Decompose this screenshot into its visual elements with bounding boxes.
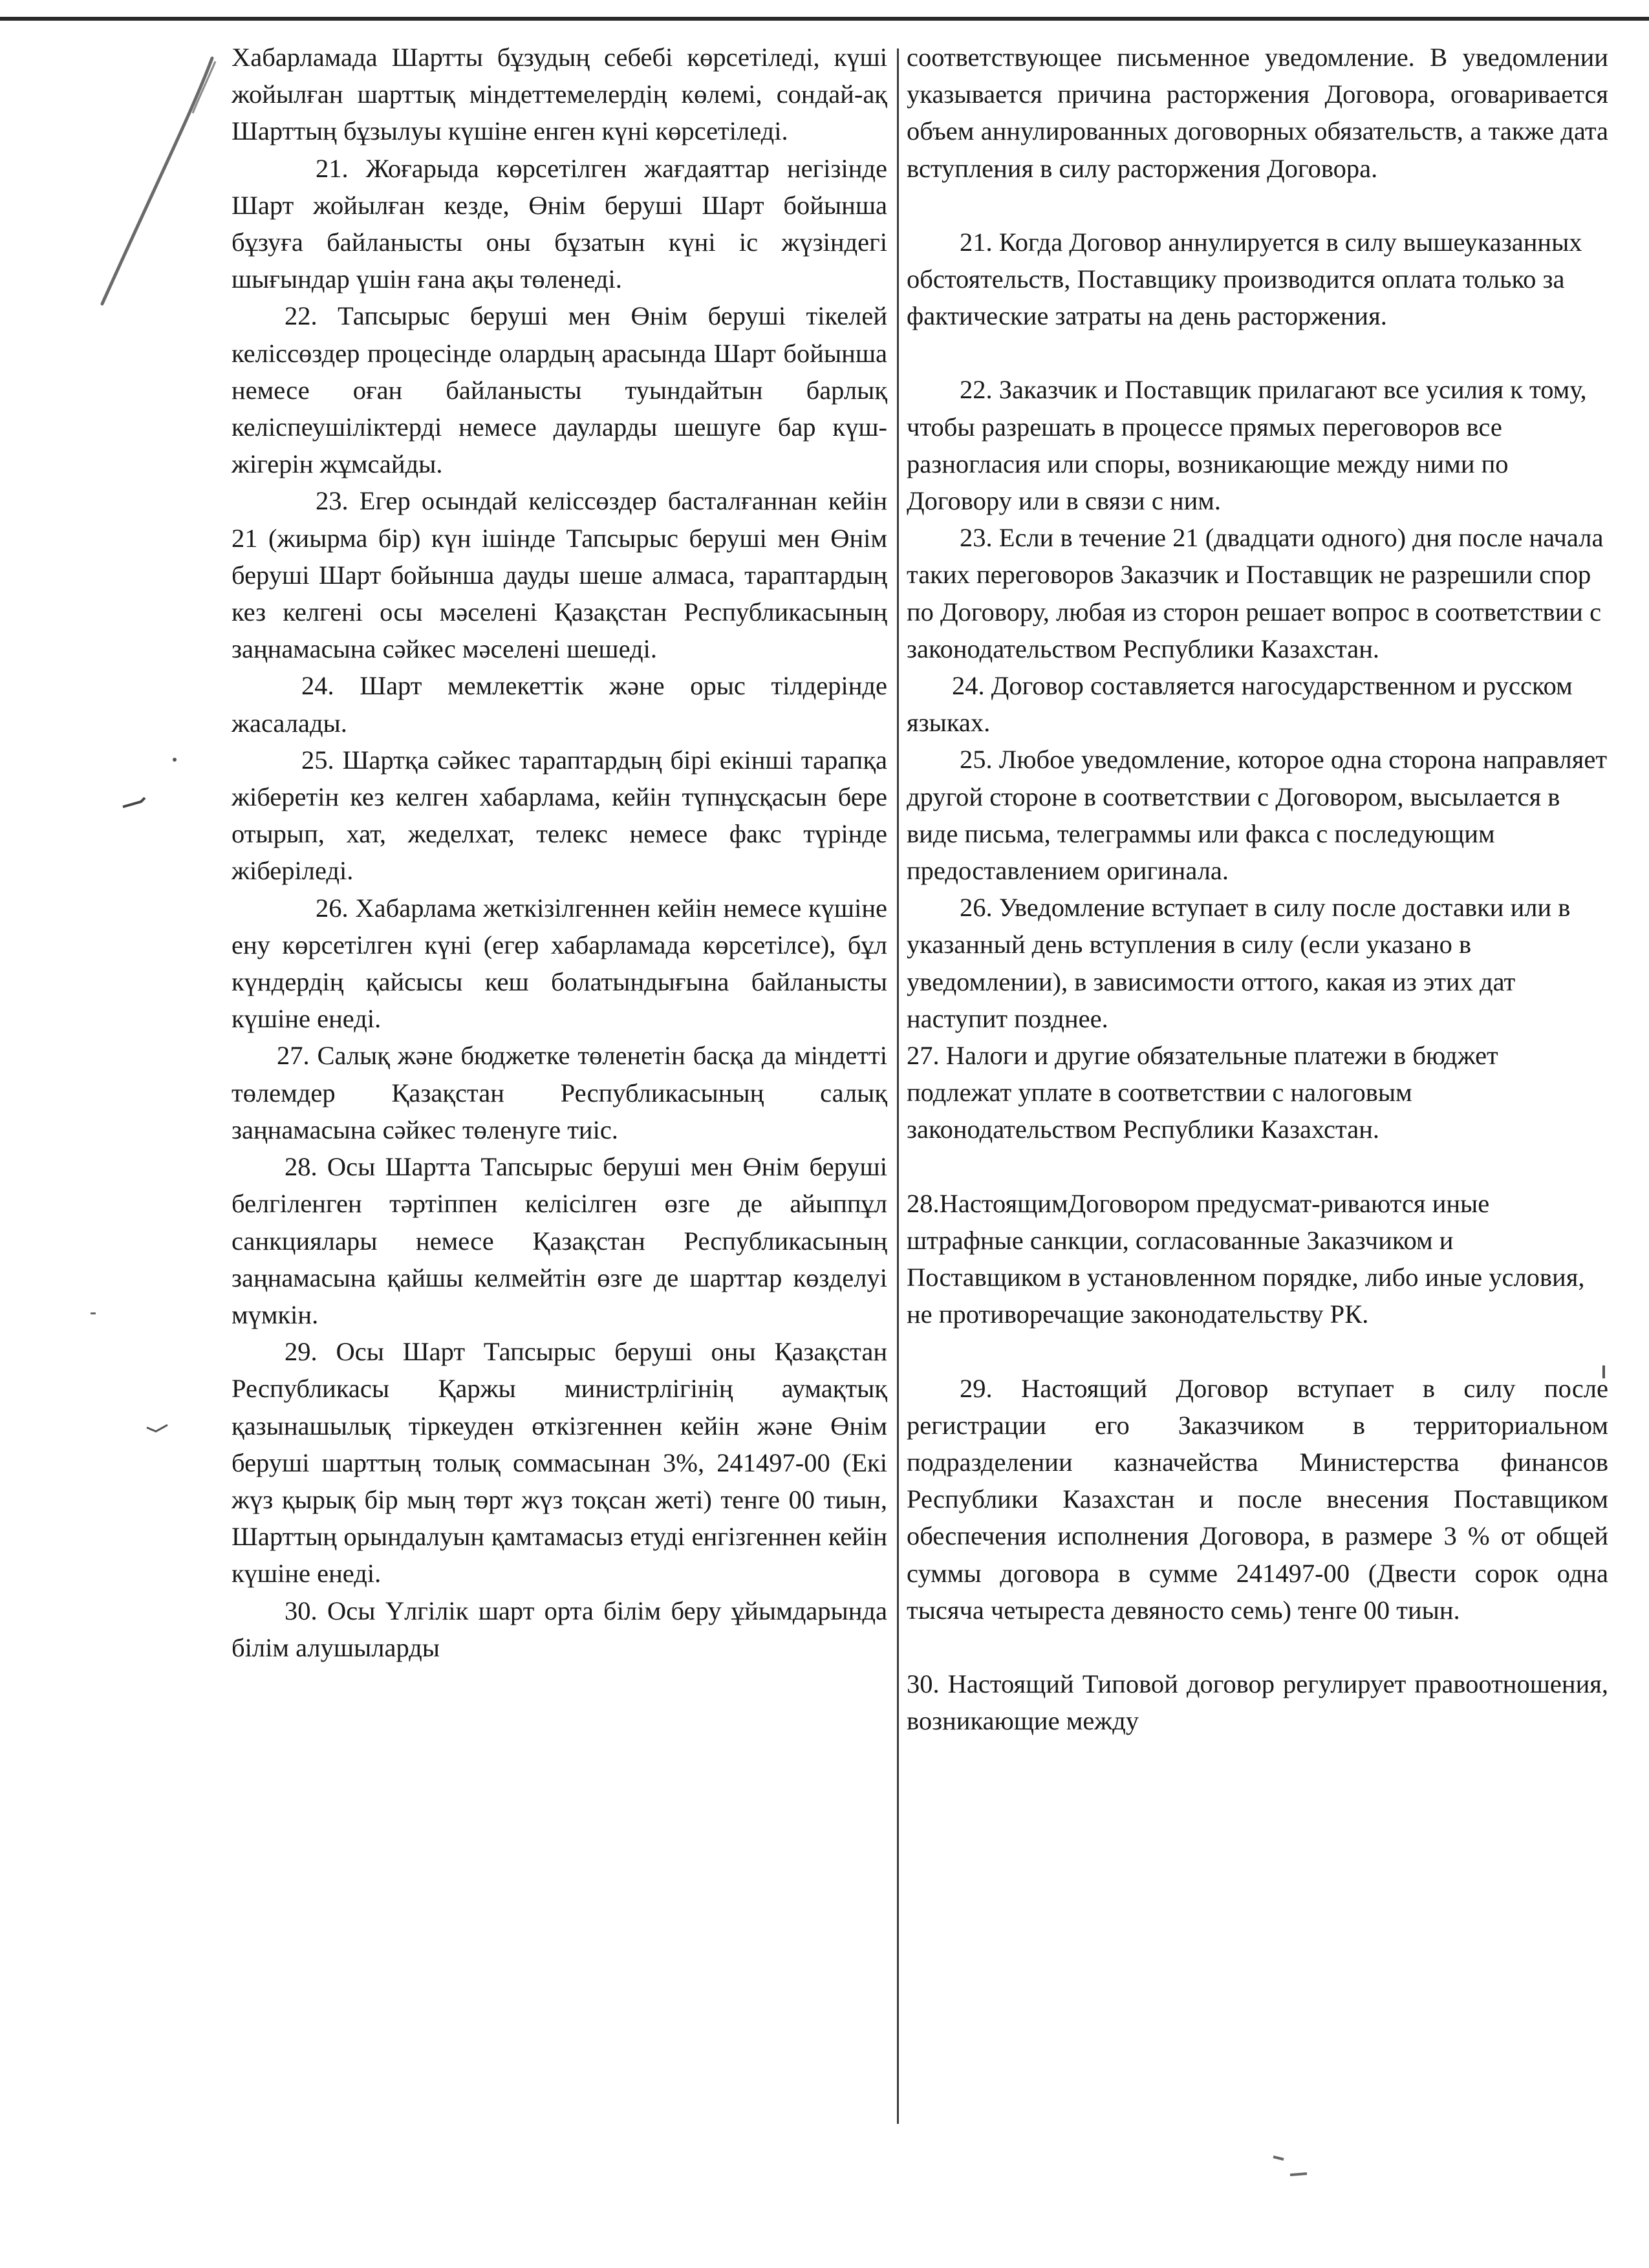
paragraph-30-ru: 30. Настоящий Типовой договор регулирует правоотношения, возникающие между: [907, 1669, 1608, 1736]
paragraph-22-kz: 22. Тапсырыс беруші мен Өнім беруші тікелей келіссөздер процесінде олардың арасында Шарт бойынша немесе оған байланысты туындайтын барлық келіспеушіліктерді немесе дауларды шешуге бар күш-жігерін жұмсайды.: [232, 301, 887, 479]
scan-speck: [91, 1312, 97, 1316]
paragraph-21-ru: 21. Когда Договор аннулируется в силу вышеуказанных обстоятельств, Поставщику производится оплата только за фактические затраты на день расторжения.: [907, 227, 1582, 331]
paragraph-27-ru: 27. Налоги и другие обязательные платежи в бюджет подлежат уплате в соответствии с налоговым законодательством Республики Казахстан.: [907, 1041, 1498, 1144]
paragraph-28-ru: 28.НастоящимДоговором предусмат-риваются иные штрафные санкции, согласованные Заказчиком и Поставщиком в установленном порядке, либо иные условия, не противоречащие законодательству РК.: [907, 1188, 1585, 1329]
paragraph-29-ru: 29. Настоящий Договор вступает в силу после регистрации его Заказчиком в территориальном подразделении казначейства Министерства финансов Республики Казахстан и после внесения Поставщиком обеспечения исполнения Договора, в размере 3 % от общей суммы договора в сумме 241497-00 (Двести сорок одна тысяча четыреста девяносто семь) тенге 00 тиын.: [907, 1373, 1608, 1625]
document-page: [225, 39, 1622, 2108]
paragraph-22-ru: 22. Заказчик и Поставщик прилагают все усилия к тому, чтобы разрешать в процессе прямых переговоров все разногласия или споры, возникающие между ними по Договору или в связи с ним.: [907, 375, 1587, 516]
paragraph-29-kz: 29. Осы Шарт Тапсырыс беруші оны Қазақстан Республикасы Қаржы министрлігінің аумақтық қазынашылық тіркеуден өткізгеннен кейін және Өнім беруші шарттың толық соммасынан 3%, 241497-00 (Екі жүз қырық бір мың төрт жүз тоқсан жеті) тенге 00 тиын, Шарттың орындалуын қамтамасыз етуді енгізгеннен кейін күшіне енеді.: [232, 1337, 887, 1589]
paragraph-28-kz: 28. Осы Шартта Тапсырыс беруші мен Өнім беруші белгіленген тәртіппен келісілген өзге де айыппұл санкциялары немесе Қазақстан Республикасының заңнамасына қайшы келмейтін өзге де шарттар көзделуі мүмкін.: [232, 1152, 887, 1329]
column-divider: [897, 48, 899, 2124]
kazakh-column: [232, 39, 887, 1666]
scan-speck: [1271, 2153, 1310, 2179]
scan-top-edge: [0, 0, 1649, 21]
paragraph-24-ru: 24. Договор составляется нагосударственном и русском языках.: [907, 671, 1573, 738]
scan-speck: [171, 756, 178, 763]
paragraph-intro-kz: Хабарламада Шартты бұзудың себебі көрсетіледі, күші жойылған шарттық міндеттемелердің көлемі, сондай-ақ Шарттың бұзылуы күшіне енген күні көрсетіледі.: [232, 43, 887, 146]
paragraph-23-ru: 23. Если в течение 21 (двадцати одного) дня после начала таких переговоров Заказчик и Поставщик не разрешили спор по Договору, любая из сторон решает вопрос в соответствии с законодательством Республики Казахстан.: [907, 523, 1604, 663]
scan-speck: [122, 797, 147, 811]
paragraph-24-kz: 24. Шарт мемлекеттік және орыс тілдерінде жасалады.: [232, 671, 887, 738]
paragraph-25-kz: 25. Шартқа сәйкес тараптардың бірі екінші тарапқа жіберетін кез келген хабарлама, кейін түпнұсқасын бере отырып, хат, жеделхат, телекс немесе факс түрінде жіберіледі.: [232, 745, 887, 886]
russian-column: [907, 39, 1608, 1739]
pencil-mark: [83, 52, 238, 310]
paragraph-30-kz: 30. Осы Үлгілік шарт орта білім беру ұйымдарында білім алушыларды: [232, 1596, 887, 1662]
paragraph-25-ru: 25. Любое уведомление, которое одна сторона направляет другой стороне в соответствии с Договором, высылается в виде письма, телеграммы или факса с последующим предоставлением оригинала.: [907, 745, 1608, 886]
paragraph-intro-ru: соответствующее письменное уведомление. В уведомлении указывается причина расторжения Договора, оговаривается объем аннулированных договорных обязательств, а также дата вступления в силу расторжения Договора.: [907, 43, 1608, 183]
paragraph-21-kz: 21. Жоғарыда көрсетілген жағдаяттар негізінде Шарт жойылған кезде, Өнім беруші Шарт бойынша бұзуға байланысты оны бұзатын күні іс жүзіндегі шығындар үшін ғана ақы төленеді.: [232, 153, 887, 294]
scan-speck: [146, 1422, 171, 1435]
paragraph-26-ru: 26. Уведомление вступает в силу после доставки или в указанный день вступления в силу (если указано в уведомлении), в зависимости оттого, какая из этих дат наступит позднее.: [907, 893, 1571, 1033]
paragraph-23-kz: 23. Егер осындай келіссөздер басталғаннан кейін 21 (жиырма бір) күн ішінде Тапсырыс беруші мен Өнім беруші Шарт бойынша дауды шеше алмаса, тараптардың кез келгені осы мәселені Қазақстан Республикасының заңнамасына сәйкес мәселені шешеді.: [232, 486, 887, 664]
paragraph-26-kz: 26. Хабарлама жеткізілгеннен кейін немесе күшіне ену көрсетілген күні (егер хабарламада көрсетілсе), бұл күндердің қайсысы кеш болатындығына байланысты күшіне енеді.: [232, 893, 887, 1034]
paragraph-27-kz: 27. Салық және бюджетке төленетін басқа да міндетті төлемдер Қазақстан Республикасының салық заңнамасына сәйкес төленуге тиіс.: [232, 1041, 887, 1144]
